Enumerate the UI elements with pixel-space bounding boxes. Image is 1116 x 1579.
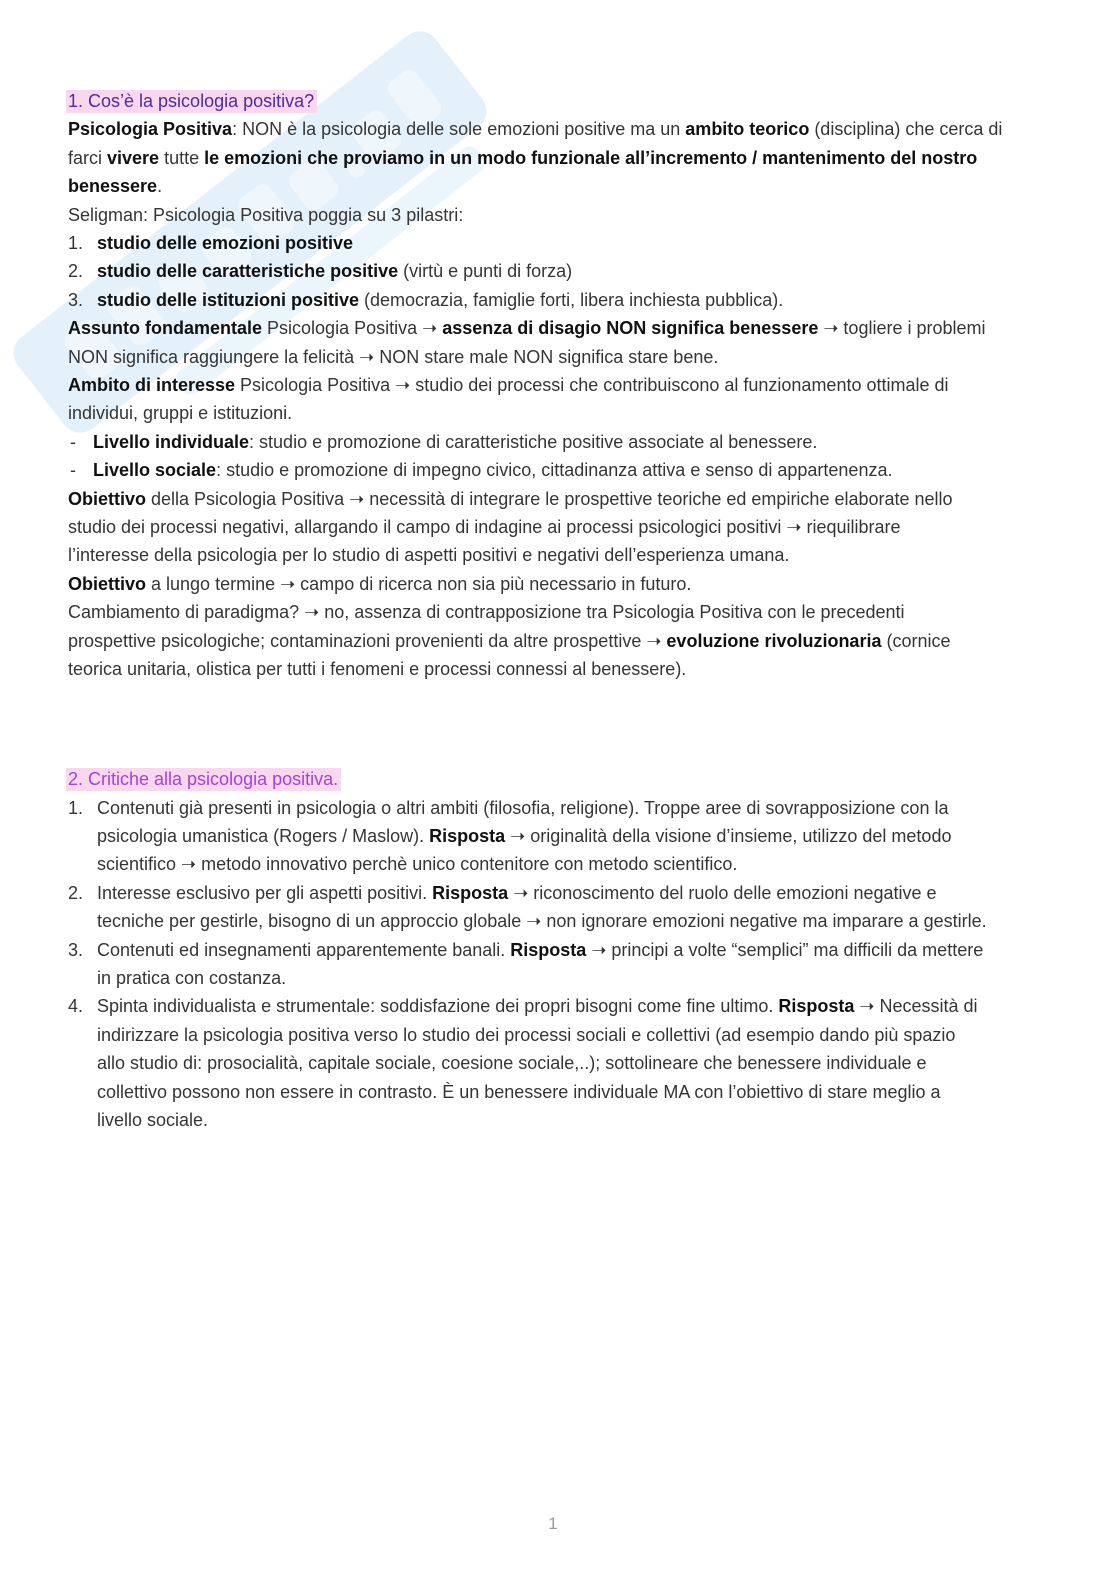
section-1-heading-line	[68, 87, 1098, 115]
response-text: ➝ Necessità di	[854, 996, 978, 1017]
definition-line	[68, 115, 1098, 143]
response-text: ➝ originalità della visione d’insieme, utilizzo del metodo	[505, 826, 952, 847]
pillar-number: 1.	[68, 232, 84, 253]
level-bullet: -	[70, 431, 76, 452]
critique-line	[97, 879, 987, 907]
critique-line	[97, 822, 951, 850]
section-1	[68, 87, 1098, 683]
critique-line	[97, 992, 978, 1020]
critique-number: 1.	[68, 797, 84, 818]
pillar-title: studio delle emozioni positive	[97, 232, 354, 253]
level-item	[68, 428, 1098, 456]
scope-text: Psicologia Positiva ➝ studio dei processi che contribuiscono al funzionamento ottimale di	[235, 374, 949, 395]
scope-term: Ambito di interesse	[68, 374, 236, 395]
pillar-text	[97, 229, 353, 257]
pillar-item	[68, 229, 1098, 257]
paradigm-keyword: evoluzione rivoluzionaria	[666, 630, 882, 651]
response-label: Risposta	[778, 996, 855, 1017]
pillar-note: (virtù e punti di forza)	[398, 261, 573, 282]
assumption-text: NON significa raggiungere la felicità ➝ NON stare male NON significa stare bene.	[68, 346, 719, 367]
definition-line	[68, 172, 1098, 200]
paradigm-line	[68, 627, 1098, 655]
response-text: tecniche per gestirle, bisogno di un approccio globale ➝ non ignorare emozioni negative ma imparare a gestirle.	[97, 911, 987, 932]
assumption-line	[68, 314, 1098, 342]
paradigm-text: (cornice	[881, 630, 951, 651]
critique-line	[97, 850, 951, 878]
response-text: livello sociale.	[97, 1109, 209, 1130]
response-text: scientifico ➝ metodo innovativo perchè unico contenitore con metodo scientifico.	[97, 854, 738, 875]
critique-item	[68, 794, 1098, 879]
response-label: Risposta	[510, 939, 587, 960]
level-title: Livello sociale	[93, 460, 217, 481]
critique-item	[68, 936, 1098, 993]
definition-keyword: vivere	[107, 147, 160, 168]
level-title: Livello individuale	[93, 431, 250, 452]
definition-text: .	[157, 176, 163, 197]
paradigm-text: Cambiamento di paradigma? ➝ no, assenza di contrapposizione tra Psicologia Positiva con le precedenti	[68, 602, 905, 623]
critique-description: Contenuti ed insegnamenti apparentemente banali.	[97, 939, 511, 960]
section-2-heading: 2. Critiche alla psicologia positiva.	[66, 768, 341, 791]
critique-line	[97, 794, 951, 822]
scope-line	[68, 399, 1098, 427]
response-text: collettivo possono non essere in contrasto. È un benessere individuale MA con l’obiettivo di stare meglio a	[97, 1081, 941, 1102]
definition-keyword: le emozioni che proviamo in un modo funzionale all’incremento / mantenimento del nostro	[204, 147, 978, 168]
critique-item	[68, 992, 1098, 1134]
pillar-title: studio delle istituzioni positive	[97, 289, 360, 310]
critique-line	[97, 907, 987, 935]
response-label: Risposta	[432, 882, 509, 903]
critique-number: 2.	[68, 882, 84, 903]
definition-line	[68, 144, 1098, 172]
section-2	[68, 765, 1098, 1134]
critique-number: 4.	[68, 996, 84, 1017]
paradigm-line	[68, 598, 1098, 626]
pillar-item	[68, 286, 1098, 314]
critique-line	[97, 936, 983, 964]
objective-line	[68, 513, 1098, 541]
critique-item	[68, 879, 1098, 936]
level-description: : studio e promozione di caratteristiche positive associate al benessere.	[249, 431, 818, 452]
critique-text	[97, 794, 951, 879]
critique-description: Contenuti già presenti in psicologia o altri ambiti (filosofia, religione). Troppe aree di sovrapposizione con la	[97, 797, 949, 818]
pillar-title: studio delle caratteristiche positive	[97, 261, 399, 282]
level-item	[68, 456, 1098, 484]
section-1-heading: 1. Cos’è la psicologia positiva?	[66, 90, 317, 113]
pillar-item	[68, 257, 1098, 285]
definition-keyword: ambito teorico	[685, 119, 810, 140]
long-term-objective-term: Obiettivo	[68, 573, 147, 594]
paradigm-text: teorica unitaria, olistica per tutti i fenomeni e processi connessi al benessere).	[68, 658, 687, 679]
objective-text: studio dei processi negativi, allargando il campo di indagine ai processi psicologici positivi ➝ riequilibrare	[68, 516, 901, 537]
section-2-heading-line	[68, 765, 1098, 793]
paradigm-line	[68, 655, 1098, 683]
objective-term: Obiettivo	[68, 488, 147, 509]
response-text: ➝ principi a volte “semplici” ma difficili da mettere	[586, 939, 984, 960]
critique-line	[97, 1106, 978, 1134]
long-term-objective-text: a lungo termine ➝ campo di ricerca non sia più necessario in futuro.	[146, 573, 692, 594]
level-description: : studio e promozione di impegno civico, cittadinanza attiva e senso di appartenenza.	[216, 460, 893, 481]
pillar-text	[97, 257, 572, 285]
definition-text: farci	[68, 147, 108, 168]
page-number: 1	[548, 1514, 558, 1533]
objective-line	[68, 541, 1098, 569]
critique-description: Interesse esclusivo per gli aspetti positivi.	[97, 882, 433, 903]
assumption-text: Psicologia Positiva ➝	[262, 318, 443, 339]
paradigm-text: prospettive psicologiche; contaminazioni provenienti da altre prospettive ➝	[68, 630, 667, 651]
critique-text	[97, 992, 978, 1134]
pillar-note: (democrazia, famiglie forti, libera inchiesta pubblica).	[359, 289, 784, 310]
pillars-intro: Seligman: Psicologia Positiva poggia su 3 pilastri:	[68, 204, 464, 225]
definition-text: : NON è la psicologia delle sole emozioni positive ma un	[232, 119, 686, 140]
pillar-number: 3.	[68, 289, 84, 310]
critique-line	[97, 1049, 978, 1077]
response-text: ➝ riconoscimento del ruolo delle emozioni negative e	[508, 882, 937, 903]
critique-text	[97, 936, 983, 993]
critique-description: Spinta individualista e strumentale: soddisfazione dei propri bisogni come fine ultimo.	[97, 996, 779, 1017]
scope-line	[68, 371, 1098, 399]
definition-text: (disciplina) che cerca di	[809, 119, 1003, 140]
level-bullet: -	[70, 460, 76, 481]
long-term-objective-line	[68, 570, 1098, 598]
pillar-text	[97, 286, 783, 314]
page-content	[68, 87, 1098, 1134]
assumption-term: Assunto fondamentale	[68, 318, 263, 339]
assumption-keyword: assenza di disagio NON significa benessere	[442, 318, 819, 339]
objective-text: l’interesse della psicologia per lo studio di aspetti positivi e negativi dell’esperienza umana.	[68, 545, 790, 566]
definition-keyword: benessere	[68, 176, 158, 197]
critique-description: psicologia umanistica (Rogers / Maslow).	[97, 826, 430, 847]
objective-line	[68, 485, 1098, 513]
pillar-number: 2.	[68, 261, 84, 282]
definition-text: tutte	[159, 147, 205, 168]
assumption-line	[68, 343, 1098, 371]
definition-term: Psicologia Positiva	[68, 119, 233, 140]
critique-line	[97, 1021, 978, 1049]
response-label: Risposta	[429, 826, 506, 847]
response-text: indirizzare la psicologia positiva verso lo studio dei processi sociali e collettivi (ad esempio dando più spazio	[97, 1024, 956, 1045]
critique-line	[97, 964, 983, 992]
level-text	[93, 456, 892, 484]
critique-number: 3.	[68, 939, 84, 960]
assumption-text: ➝ togliere i problemi	[818, 318, 986, 339]
scope-text: individui, gruppi e istituzioni.	[68, 403, 293, 424]
critique-line	[97, 1078, 978, 1106]
critique-text	[97, 879, 987, 936]
level-text	[93, 428, 817, 456]
response-text: in pratica con costanza.	[97, 968, 287, 989]
objective-text: della Psicologia Positiva ➝ necessità di integrare le prospettive teoriche ed empiriche elaborate nello	[146, 488, 953, 509]
response-text: allo studio di: prosocialità, capitale sociale, coesione sociale,..); sottolineare che benessere individuale e	[97, 1053, 927, 1074]
